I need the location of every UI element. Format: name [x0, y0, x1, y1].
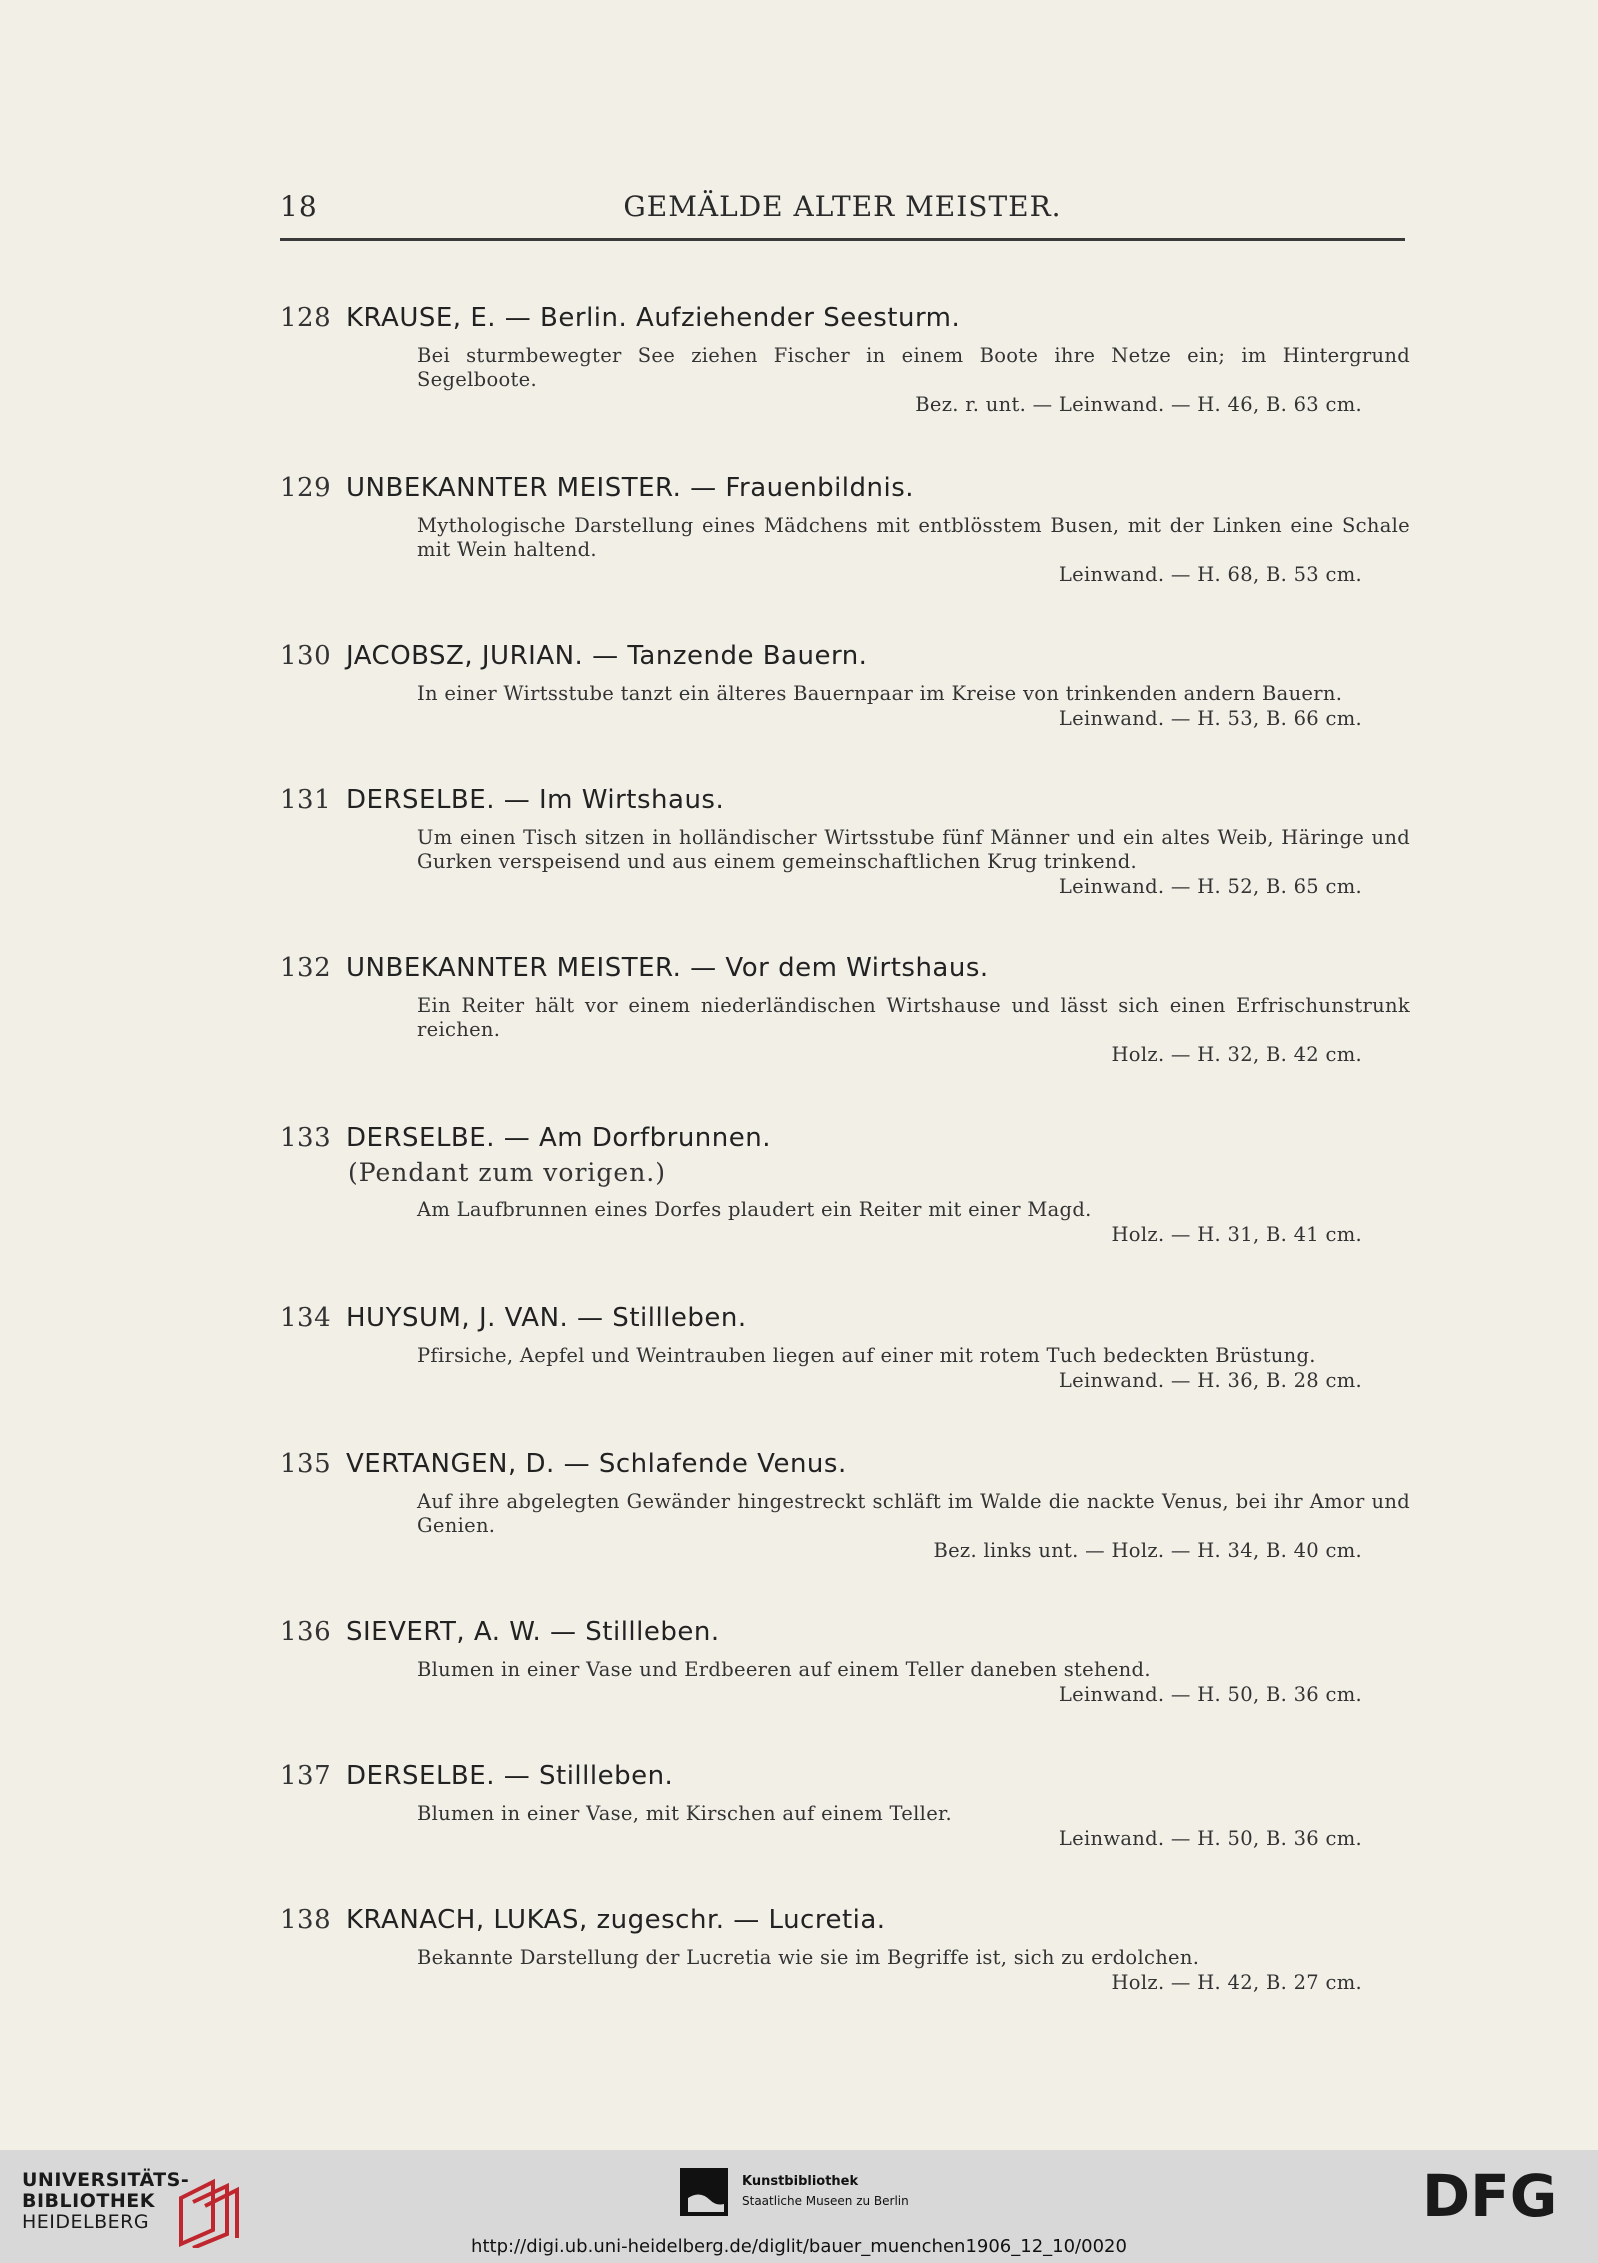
viewer-footer	[0, 2150, 1598, 2263]
catalogue-entry-134	[280, 1300, 1410, 1394]
entry-title: DERSELBE. — Stillleben.	[346, 1761, 674, 1791]
running-title: GEMÄLDE ALTER MEISTER.	[623, 190, 1062, 223]
entry-heading	[280, 638, 1410, 674]
ub-heidelberg-logo[interactable]	[22, 2170, 189, 2233]
entry-details: Leinwand. — H. 36, B. 28 cm.	[1058, 1369, 1362, 1392]
entry-heading	[280, 950, 1410, 986]
entry-number: 130	[280, 641, 332, 671]
entry-heading	[280, 1614, 1410, 1650]
entry-heading	[280, 782, 1410, 818]
entry-heading	[280, 470, 1410, 506]
catalogue-entry-128	[280, 300, 1410, 418]
catalogue-entry-129	[280, 470, 1410, 588]
entry-description: Am Laufbrunnen eines Dorfes plaudert ein Reiter mit einer Magd.	[417, 1198, 1092, 1221]
entry-description: Ein Reiter hält vor einem niederländischen Wirtshause und lässt sich einen Erfrischunstrunk reichen.	[417, 994, 1410, 1041]
ub-logo-line: HEIDELBERG	[22, 2211, 150, 2233]
entry-description: In einer Wirtsstube tanzt ein älteres Bauernpaar im Kreise von trinkenden andern Bauern.	[417, 682, 1343, 705]
entry-number: 132	[280, 953, 332, 983]
entry-description: Bekannte Darstellung der Lucretia wie sie im Begriffe ist, sich zu erdolchen.	[417, 1946, 1200, 1969]
entry-heading	[280, 1902, 1410, 1938]
entry-details: Leinwand. — H. 53, B. 66 cm.	[1058, 707, 1362, 730]
catalogue-entry-130	[280, 638, 1410, 732]
entry-details: Leinwand. — H. 68, B. 53 cm.	[1058, 563, 1362, 586]
entry-details: Leinwand. — H. 50, B. 36 cm.	[1058, 1683, 1362, 1706]
entry-title: KRANACH, LUKAS, zugeschr. — Lucretia.	[346, 1905, 886, 1935]
entry-title: JACOBSZ, JURIAN. — Tanzende Bauern.	[346, 641, 868, 671]
entry-heading	[280, 1758, 1410, 1794]
entry-number: 131	[280, 785, 332, 815]
kunstbibliothek-subtitle: Staatliche Museen zu Berlin	[742, 2194, 909, 2208]
entry-title: KRAUSE, E. — Berlin. Aufziehender Seesturm.	[346, 303, 961, 333]
entry-heading	[280, 1120, 1410, 1156]
entry-number: 128	[280, 303, 332, 333]
eagle-icon	[680, 2168, 728, 2216]
running-head	[280, 190, 1405, 230]
entry-description: Bei sturmbewegter See ziehen Fischer in einem Boote ihre Netze ein; im Hintergrund Segelboote.	[417, 344, 1410, 391]
entry-description: Auf ihre abgelegten Gewänder hingestreckt schläft im Walde die nackte Venus, bei ihr Amor und Genien.	[417, 1490, 1410, 1537]
entry-title: DERSELBE. — Am Dorfbrunnen.	[346, 1123, 772, 1153]
entry-number: 137	[280, 1761, 332, 1791]
header-rule	[280, 238, 1405, 241]
entry-description: Um einen Tisch sitzen in holländischer Wirtsstube fünf Männer und ein altes Weib, Häringe und Gurken verspeisend und aus einem gemeinschaftlichen Krug trinkend.	[417, 826, 1410, 873]
catalogue-entries	[280, 300, 1410, 1996]
ub-logo-line: BIBLIOTHEK	[22, 2190, 155, 2212]
catalogue-entry-136	[280, 1614, 1410, 1708]
entry-number: 135	[280, 1449, 332, 1479]
entry-details: Bez. r. unt. — Leinwand. — H. 46, B. 63 cm.	[915, 393, 1362, 416]
entry-details: Leinwand. — H. 52, B. 65 cm.	[1058, 875, 1362, 898]
entry-title: DERSELBE. — Im Wirtshaus.	[346, 785, 725, 815]
entry-number: 138	[280, 1905, 332, 1935]
entry-number: 129	[280, 473, 332, 503]
catalogue-entry-137	[280, 1758, 1410, 1852]
entry-details: Bez. links unt. — Holz. — H. 34, B. 40 cm.	[933, 1539, 1362, 1562]
entry-title: SIEVERT, A. W. — Stillleben.	[346, 1617, 720, 1647]
dfg-logo[interactable]	[1422, 2168, 1577, 2224]
entry-heading	[280, 1446, 1410, 1482]
entry-number: 134	[280, 1303, 332, 1333]
catalogue-entry-138	[280, 1902, 1410, 1996]
entry-description: Pfirsiche, Aepfel und Weintrauben liegen auf einer mit rotem Tuch bedeckten Brüstung.	[417, 1344, 1316, 1367]
entry-details: Leinwand. — H. 50, B. 36 cm.	[1058, 1827, 1362, 1850]
catalogue-entry-133	[280, 1120, 1410, 1248]
dfg-label: DFG	[1422, 2168, 1558, 2224]
entry-heading	[280, 300, 1410, 336]
page-number: 18	[280, 190, 318, 223]
page-url[interactable]: http://digi.ub.uni-heidelberg.de/diglit/bauer_muenchen1906_12_10/0020	[471, 2236, 1127, 2257]
entry-details: Holz. — H. 31, B. 41 cm.	[1111, 1223, 1362, 1246]
entry-title: VERTANGEN, D. — Schlafende Venus.	[346, 1449, 847, 1479]
kunstbibliothek-name: Kunstbibliothek	[742, 2174, 859, 2189]
entry-number: 136	[280, 1617, 332, 1647]
entry-details: Holz. — H. 32, B. 42 cm.	[1111, 1043, 1362, 1066]
entry-description: Blumen in einer Vase, mit Kirschen auf einem Teller.	[417, 1802, 953, 1825]
entry-title: HUYSUM, J. VAN. — Stillleben.	[346, 1303, 747, 1333]
entry-description: Mythologische Darstellung eines Mädchens mit entblösstem Busen, mit der Linken eine Schale mit Wein haltend.	[417, 514, 1410, 561]
catalogue-entry-135	[280, 1446, 1410, 1564]
entry-heading	[280, 1300, 1410, 1336]
entry-description: Blumen in einer Vase und Erdbeeren auf einem Teller daneben stehend.	[417, 1658, 1151, 1681]
entry-details: Holz. — H. 42, B. 27 cm.	[1111, 1971, 1362, 1994]
catalogue-entry-132	[280, 950, 1410, 1068]
ub-logo-line: UNIVERSITÄTS-	[22, 2169, 190, 2191]
entry-title: UNBEKANNTER MEISTER. — Vor dem Wirtshaus.	[346, 953, 989, 983]
entry-title: UNBEKANNTER MEISTER. — Frauenbildnis.	[346, 473, 915, 503]
entry-subheading: (Pendant zum vorigen.)	[348, 1158, 666, 1187]
catalogue-entry-131	[280, 782, 1410, 900]
entry-number: 133	[280, 1123, 332, 1153]
